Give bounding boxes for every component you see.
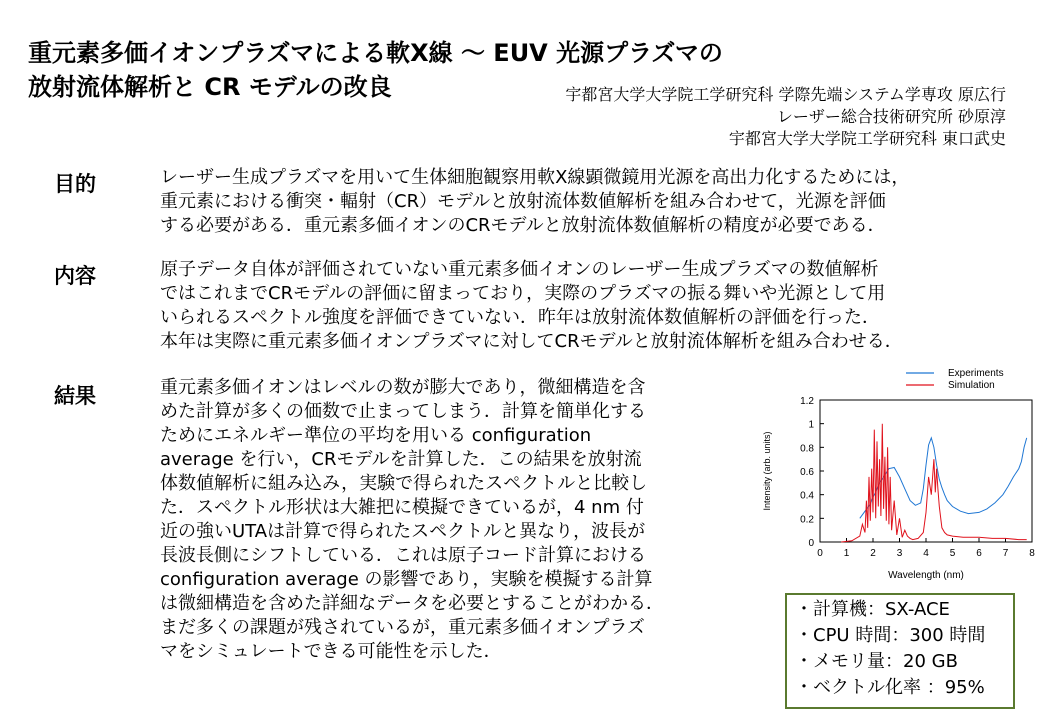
x-axis-label: Wavelength (nm) (888, 570, 964, 581)
x-tick-label: 7 (1002, 548, 1009, 559)
purpose-heading: 目的 (54, 172, 96, 196)
x-tick-label: 6 (976, 548, 982, 559)
results-heading: 結果 (54, 384, 96, 408)
content-line-4: 本年は実際に重元素多価イオンプラズマに対してCRモデルと放射流体解析を組み合わせる． (160, 331, 903, 352)
spectrum-chart (752, 362, 1037, 587)
y-tick-label: 0 (808, 538, 814, 549)
x-tick-label: 0 (817, 548, 823, 559)
content-line-3: いられるスペクトル強度を評価できていない．昨年は放射流体数値解析の評価を行った． (160, 307, 880, 328)
author-list (565, 84, 1006, 150)
results-body (160, 376, 750, 664)
results-line-9: configuration average の影響であり，実験を模擬する計算 (160, 569, 653, 590)
title-line-2: 放射流体解析と CR モデルの改良 (28, 73, 392, 101)
content-body (160, 258, 903, 354)
legend-label-simulation: Simulation (948, 380, 995, 391)
y-axis-label: Intensity (arb. units) (762, 431, 772, 511)
y-tick-label: 0.6 (800, 467, 814, 478)
author-line-3: 宇都宮大学大学院工学研究科 東口武史 (728, 129, 1006, 148)
x-tick-label: 1 (843, 548, 850, 559)
x-tick-label: 2 (870, 548, 876, 559)
results-line-2: めた計算が多くの価数で止まってしまう．計算を簡単化する (160, 401, 646, 422)
results-line-7: 近の強いUTAは計算で得られたスペクトルと異なり，波長が (160, 521, 646, 542)
spec-memory: ・メモリ量：20 GB (795, 651, 958, 672)
results-line-5: 体数値解析に組み込み，実験で得られたスペクトルと比較し (160, 473, 648, 494)
spec-vectorization: ・ベクトル化率 ：95% (795, 677, 985, 698)
purpose-line-3: する必要がある．重元素多価イオンのCRモデルと放射流体数値解析の精度が必要である． (160, 215, 886, 236)
purpose-line-1: レーザー生成プラズマを用いて生体細胞観察用軟X線顕微鏡用光源を高出力化するためには， (160, 167, 910, 188)
legend-label-experiments: Experiments (948, 368, 1004, 379)
x-tick-label: 4 (923, 548, 929, 559)
content-line-1: 原子データ自体が評価されていない重元素多価イオンのレーザー生成プラズマの数値解析 (160, 259, 879, 280)
results-line-10: は微細構造を含めた詳細なデータを必要とすることがわかる． (160, 593, 664, 614)
results-line-12: マをシミュレートできる可能性を示した． (160, 641, 502, 662)
y-tick-label: 1.2 (800, 396, 814, 407)
results-line-1: 重元素多価イオンはレベルの数が膨大であり，微細構造を含 (160, 377, 646, 398)
purpose-body (160, 166, 909, 238)
title-line-1: 重元素多価イオンプラズマによる軟X線 ～ EUV 光源プラズマの (28, 39, 723, 67)
series-line-simulation (841, 424, 1026, 542)
y-tick-label: 0.4 (800, 490, 814, 502)
compute-spec-box (785, 593, 1015, 709)
purpose-line-2: 重元素における衝突・輻射（CR）モデルと放射流体数値解析を組み合わせて，光源を評価 (160, 191, 886, 212)
x-tick-label: 8 (1029, 548, 1035, 559)
author-line-2: レーザー総合技術研究所 砂原淳 (776, 107, 1006, 126)
author-line-1: 宇都宮大学大学院工学研究科 学際先端システム学専攻 原広行 (565, 85, 1006, 104)
results-line-6: た．スペクトル形状は大雑把に模擬できているが，4 nm 付 (160, 497, 644, 518)
content-line-2: ではこれまでCRモデルの評価に留まっており，実際のプラズマの振る舞いや光源として用 (160, 283, 886, 304)
content-heading: 内容 (54, 264, 96, 288)
x-tick-label: 3 (896, 548, 903, 559)
results-line-4: average を行い，CRモデルを計算した．この結果を放射流 (160, 449, 642, 470)
y-tick-label: 0.2 (800, 514, 814, 526)
plot-frame (820, 400, 1032, 542)
results-line-8: 長波長側にシフトしている．これは原子コード計算における (160, 545, 646, 566)
spec-cpu-time: ・CPU 時間：300 時間 (795, 625, 986, 646)
y-tick-label: 0.8 (800, 443, 814, 455)
results-line-3: ためにエネルギー準位の平均を用いる configuration (160, 425, 592, 446)
x-tick-label: 5 (949, 548, 956, 559)
spec-computer: ・計算機：SX-ACE (795, 599, 950, 620)
results-line-11: まだ多くの課題が残されているが，重元素多価イオンプラズ (160, 617, 645, 638)
y-tick-label: 1 (808, 419, 814, 431)
